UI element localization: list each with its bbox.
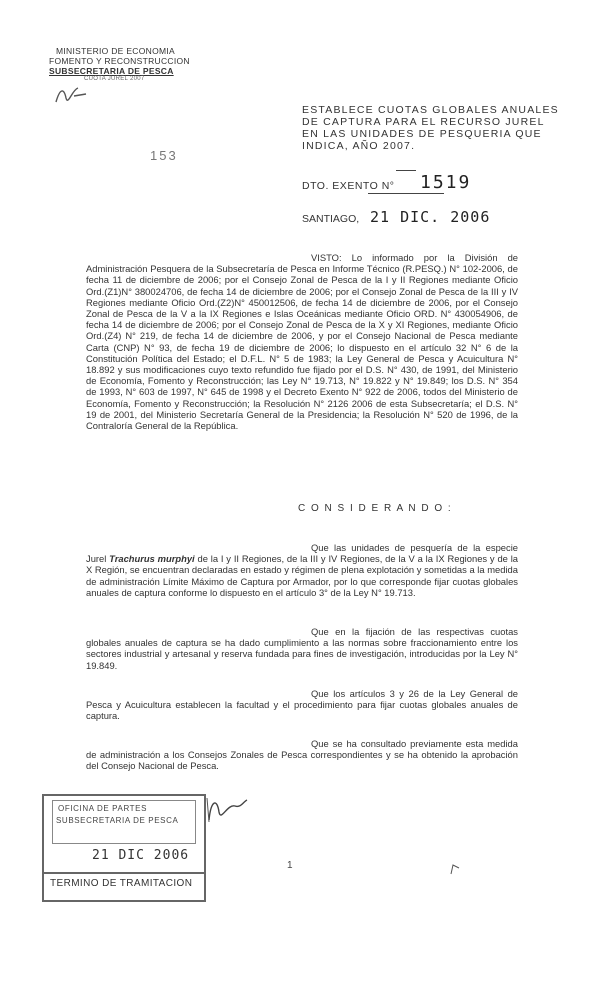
- paragraph-text: Que los artículos 3 y 26 de la Ley General de Pesca y Acuicultura establecen la facultad y el procedimiento para fijar cuotas globales anuales de captura.: [86, 688, 518, 722]
- stamp-footer: TERMINO DE TRAMITACION: [50, 878, 193, 889]
- title-line: INDICA, AÑO 2007.: [302, 140, 416, 152]
- stamp-subsecretaria: SUBSECRETARIA DE PESCA: [56, 816, 179, 825]
- decree-title: [302, 104, 567, 152]
- paragraph-text: Que se ha consultado previamente esta medida de administración a los Consejos Zonales de Pesca correspondientes y se ha obtenido la aprobación del Consejo Nacional de Pesca.: [86, 738, 518, 772]
- oficina-partes-stamp: [42, 794, 206, 902]
- corner-mark: [448, 862, 462, 876]
- paragraph-text: de la I y II Regiones, de la III y IV Regiones, de la V a la IX Regiones y de la X Región, se encuentran declaradas en estado y régimen de plena explotación y sometidas a la medida de administración Límite Máximo de Captura por Armador, por lo que corresponde fijar cuotas globales anuales de captura conforme lo dispuesto en el artículo 3° de la Ley N° 19.713.: [86, 553, 518, 598]
- initials-signature: [52, 84, 92, 106]
- decree-number-underline: [368, 193, 444, 194]
- considerando-paragraph-1: [86, 542, 518, 598]
- considerando-paragraph-3: [86, 688, 518, 722]
- considerando-heading: C O N S I D E R A N D O :: [298, 503, 453, 514]
- city-label: SANTIAGO,: [302, 213, 360, 225]
- visto-text: Lo informado por la División de Administración Pesquera de la Subsecretaría de Pesca en Informe Técnico (R.PESQ.) N° 102-2006, de fecha 11 de diciembre de 2006; por el Consejo Zonal de Pesca de la I y II Regiones mediante Oficio Ord.(Z1)N° 380024706, de fecha 14 de diciembre de 2006; por el Consejo Zonal de Pesca de la III y IV Regiones mediante Oficio Ord.(Z2)N° 450012506, de fecha 14 de diciembre de 2006, por el Consejo Zonal de Pesca de la V a la IX Regiones e Islas Oceánicas mediante Oficio ORD. N° 430054906, de fecha 14 de diciembre de 2006; por el Consejo Zonal de Pesca de la X y XI Regiones, mediante Oficio Ord.(Z4) N° 219, de fecha 14 de diciembre de 2006, y por el Consejo Nacional de Pesca mediante Carta (CNP) N° 93, de fecha 19 de diciembre de 2006; lo dispuesto en el artículo 32 N° 6 de la Constitución Política del Estado; el D.F.L. N° 5 de 1983; la Ley General de Pesca y Acuicultura N° 18.892 y sus modificaciones cuyo texto refundido fue fijado por el D.S. N° 430, de 1991, del Ministerio de Economía, Fomento y Reconstrucción; las Ley N° 19.713, N° 19.822 y N° 19.849; los D.S. N° 354 de 1993, N° 603 de 1997, N° 645 de 1998 y el Decreto Exento N° 922 de 2006, todos del Ministerio de Economía, Fomento y Reconstrucción; la Resolución N° 2126 2006 de esta Subsecretaría; el D.S. N° 19 de 2001, del Ministerio Secretaría General de la Presidencia; la Resolución N° 520 de 1996, de la Contraloría General de la República.: [86, 252, 518, 432]
- page-number: 1: [287, 860, 293, 871]
- considerando-paragraph-2: [86, 626, 518, 671]
- signature: [205, 796, 251, 826]
- considerando-paragraph-4: [86, 738, 518, 772]
- ministry-subline: FOMENTO Y RECONSTRUCCION: [49, 56, 190, 66]
- margin-number: 153: [150, 148, 178, 163]
- title-line: ESTABLECE CUOTAS GLOBALES ANUALES: [302, 104, 559, 116]
- species-name: Trachurus murphyi: [109, 553, 195, 565]
- ministry-line: MINISTERIO DE ECONOMIA: [56, 46, 175, 56]
- visto-heading: VISTO:: [311, 252, 342, 263]
- decree-number: 1519: [420, 172, 472, 193]
- ministry-header: [42, 46, 212, 83]
- title-line: EN LAS UNIDADES DE PESQUERIA QUE: [302, 128, 542, 140]
- paragraph-text: Que las unidades de pesquería de la especie Jurel: [86, 542, 518, 565]
- stamp-office: OFICINA DE PARTES: [58, 804, 148, 813]
- decree-date: 21 DIC. 2006: [370, 208, 491, 226]
- underline-mark: [396, 170, 416, 171]
- file-reference: CUOTA JUREL 2007: [84, 76, 145, 82]
- paragraph-text: Que en la fijación de las respectivas cuotas globales anuales de captura se ha dado cumplimiento a las normas sobre fraccionamiento entre los sectores industrial y artesanal y reserva fundada para fines de investigación, introducidas por la Ley N° 19.849.: [86, 626, 518, 671]
- subsecretaria-line: SUBSECRETARIA DE PESCA: [49, 66, 174, 76]
- decree-label: DTO. EXENTO N°: [302, 180, 395, 192]
- title-line: DE CAPTURA PARA EL RECURSO JUREL: [302, 116, 545, 128]
- stamp-divider: [44, 872, 204, 874]
- visto-section: [86, 252, 518, 431]
- stamp-date: 21 DIC 2006: [92, 848, 190, 863]
